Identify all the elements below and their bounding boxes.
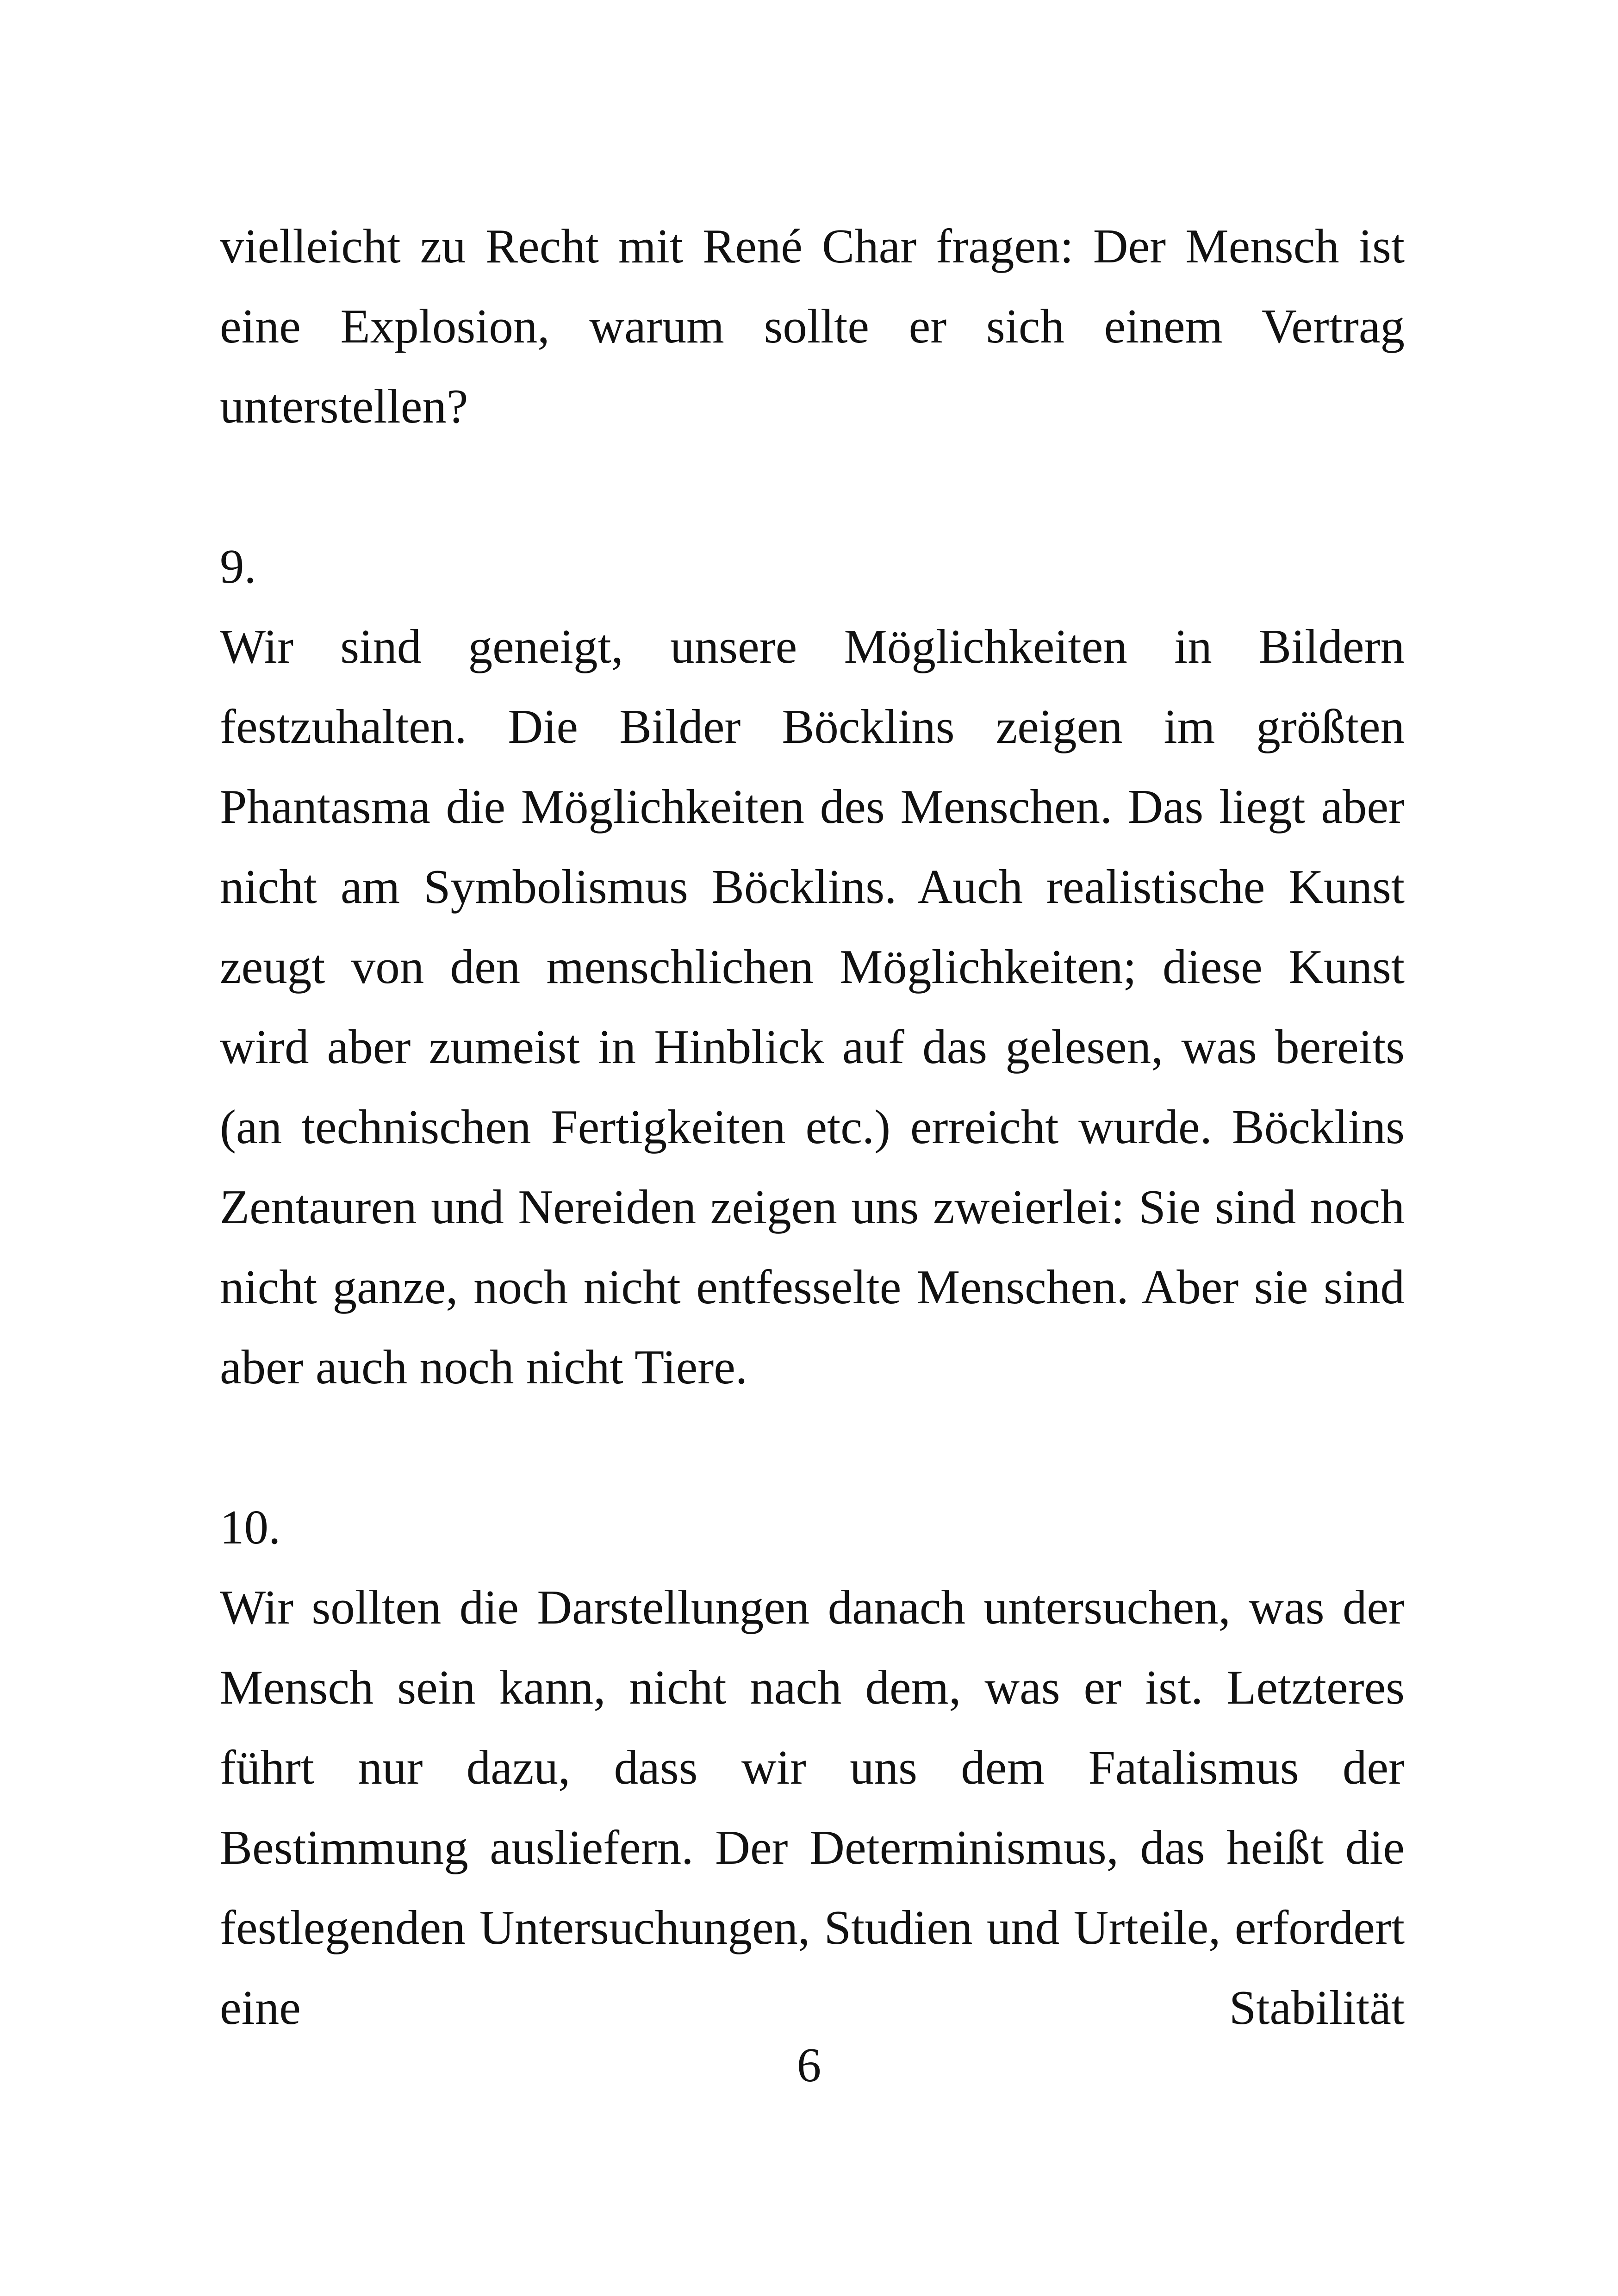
intro-paragraph: vielleicht zu Recht mit René Char fragen: Der Mensch ist eine Explosion, warum sollte er sich einem Vertrag unterstellen? xyxy=(220,219,1405,433)
section-paragraph: Wir sollten die Darstellungen danach untersuchen, was der Mensch sein kann, nicht nach dem, was er ist. Letzteres führt nur dazu, dass wir uns dem Fatalismus der Bestimmung ausliefern. Der Determinismus, das heißt die festlegenden Untersuchungen, Studien und Urteile, erfordert eine Stabilität xyxy=(220,1580,1405,2035)
section-number: 10. xyxy=(220,1500,281,1554)
section-number: 9. xyxy=(220,539,256,593)
section-paragraph: Wir sind geneigt, unsere Möglichkeiten in Bildern festzuhalten. Die Bilder Böcklins zeigen im größten Phantasma die Möglichkeiten des Menschen. Das liegt aber nicht am Symbolismus Böcklins. Auch realistische Kunst zeugt von den menschlichen Möglichkeiten; diese Kunst wird aber zumeist in Hinblick auf das gelesen, was bereits (an technischen Fertigkeiten etc.) erreicht wurde. Böcklins Zentauren und Nereiden zeigen uns zweierlei: Sie sind noch nicht ganze, noch nicht entfesselte Menschen. Aber sie sind aber auch noch nicht Tiere. xyxy=(220,619,1405,1394)
body-text xyxy=(220,206,1405,2047)
paragraph-gap xyxy=(220,1407,1405,1487)
paragraph-gap xyxy=(220,446,1405,526)
page-number: 6 xyxy=(797,2038,821,2092)
